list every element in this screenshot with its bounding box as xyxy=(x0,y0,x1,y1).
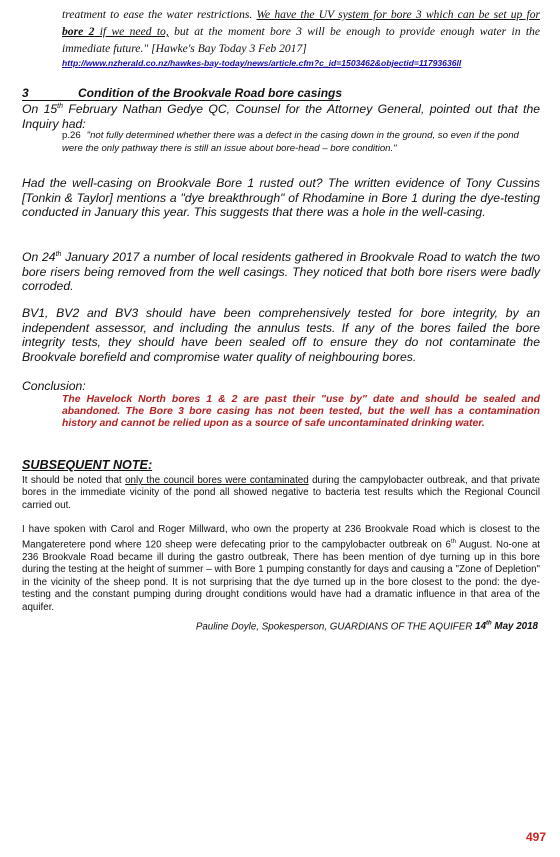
subsequent-note-paragraph-1 xyxy=(22,475,540,512)
signature-line xyxy=(196,621,538,632)
risers-text-end: January 2017 a number of local residents gathered in Brookvale Road to watch the two bore risers being removed from the well casings. They noticed that both bore risers were badly corroded. xyxy=(22,250,541,294)
signature-date xyxy=(475,621,538,632)
signature-name: Pauline Doyle, Spokesperson, GUARDIANS OF THE AQUIFER xyxy=(195,621,476,633)
subsequent-note-title: SUBSEQUENT NOTE: xyxy=(22,458,153,472)
risers-superscript: th xyxy=(55,251,62,258)
integrity-testing-paragraph: BV1, BV2 and BV3 should have been comprehensively tested for bore integrity, by an independent assessor, and including the annulus tests. If any of the bores failed the bore integrity tests, they should have been sealed off to ensure they do not contaminate the Brookvale borefield and compromise water quality of neighbouring bores. xyxy=(22,306,540,364)
intro-superscript: th xyxy=(57,103,64,110)
page-number: 497 xyxy=(525,830,546,844)
conclusion-label: Conclusion: xyxy=(22,379,86,393)
signature-month-year: May 2018 xyxy=(491,621,538,633)
note2-superscript: th xyxy=(450,539,456,546)
quote-source: [Hawke's Bay Today 3 Feb 2017] xyxy=(151,42,307,55)
newspaper-quote xyxy=(62,6,540,57)
quote-text-end: but at the moment bore 3 will be enough to provide enough water in the immediate future." xyxy=(62,25,541,55)
intro-text-end: February Nathan Gedye QC, Counsel for the Attorney General, pointed out that the Inquiry had: xyxy=(22,102,540,131)
citation-page: p.26 xyxy=(62,130,81,141)
intro-text-start: On 15 xyxy=(22,102,58,117)
source-link[interactable]: http://www.nzherald.co.nz/hawkes-bay-today/news/article.cfm?c_id=1503462&objectid=11793636ll xyxy=(62,58,462,68)
risers-text-start: On 24 xyxy=(22,250,56,265)
bore-risers-paragraph xyxy=(22,248,540,294)
section-number: 3 xyxy=(22,86,29,100)
conclusion-text: The Havelock North bores 1 & 2 are past their "use by" date and should be sealed and abandoned. The Bore 3 bore casing has not been tested, but the well has a contamination history and cannot be relied upon as a source of safe uncontaminated drinking water. xyxy=(62,394,540,430)
section-title: Condition of the Brookvale Road bore casings xyxy=(78,86,343,100)
subsequent-note-paragraph-2 xyxy=(22,524,540,614)
citation-text: "not fully determined whether there was a defect in the casing down in the ground, so even if the pond were the only pathway there is still an issue about bore-head – bore condition." xyxy=(62,130,519,154)
note1-text-end: during the campylobacter outbreak, and that private bores in the immediate vicinity of the pond all showed negative to bacteria test results which the Regional Council carried out. xyxy=(22,475,540,511)
note1-text-start: It should be noted that xyxy=(22,475,126,486)
well-casing-paragraph: Had the well-casing on Brookvale Bore 1 rusted out? The written evidence of Tony Cussins [Tonkin & Taylor] mentions a "dye breakthrough" of Rhodamine in Bore 1 during the dye-testing conducted in January this year. This suggests that there was a hole in the well-casing. xyxy=(22,176,540,219)
intro-paragraph xyxy=(22,100,540,131)
note1-underlined: only the council bores were contaminated xyxy=(125,475,309,486)
section-heading xyxy=(22,86,542,100)
transcript-citation xyxy=(62,129,540,155)
note2-text-end: August. No-one at 236 Brookvale Road became ill during the gastro outbreak, There has been mention of dye turning up in this bore during the testing at the height of summer – with Bore 1 pumping constantly for days and causing a "Zone of Depletion" in the vicinity of the sheep pond. It is not surprising that the dye turned up in the bore closest to the pond: the dye-testing and the constant pumping during drought conditions would have had a dramatic influence in that area of the aquifer. xyxy=(22,539,540,613)
note2-text-start: I have spoken with Carol and Roger Millward, who own the property at 236 Brookvale Road which is closest to the Mangateretere pond where 120 sheep were defecating prior to the campylobacter outbreak on 6 xyxy=(22,524,540,551)
quote-text-start: treatment to ease the water restrictions. xyxy=(62,8,257,21)
quote-underlined-text-end: if we need to, xyxy=(94,25,169,38)
quote-underlined-text: We have the UV system for bore 3 which can be set up for xyxy=(256,8,541,21)
signature-day-suffix: th xyxy=(486,621,492,627)
quote-bold-text: bore 2 xyxy=(62,25,95,38)
signature-day: 14 xyxy=(475,621,487,633)
